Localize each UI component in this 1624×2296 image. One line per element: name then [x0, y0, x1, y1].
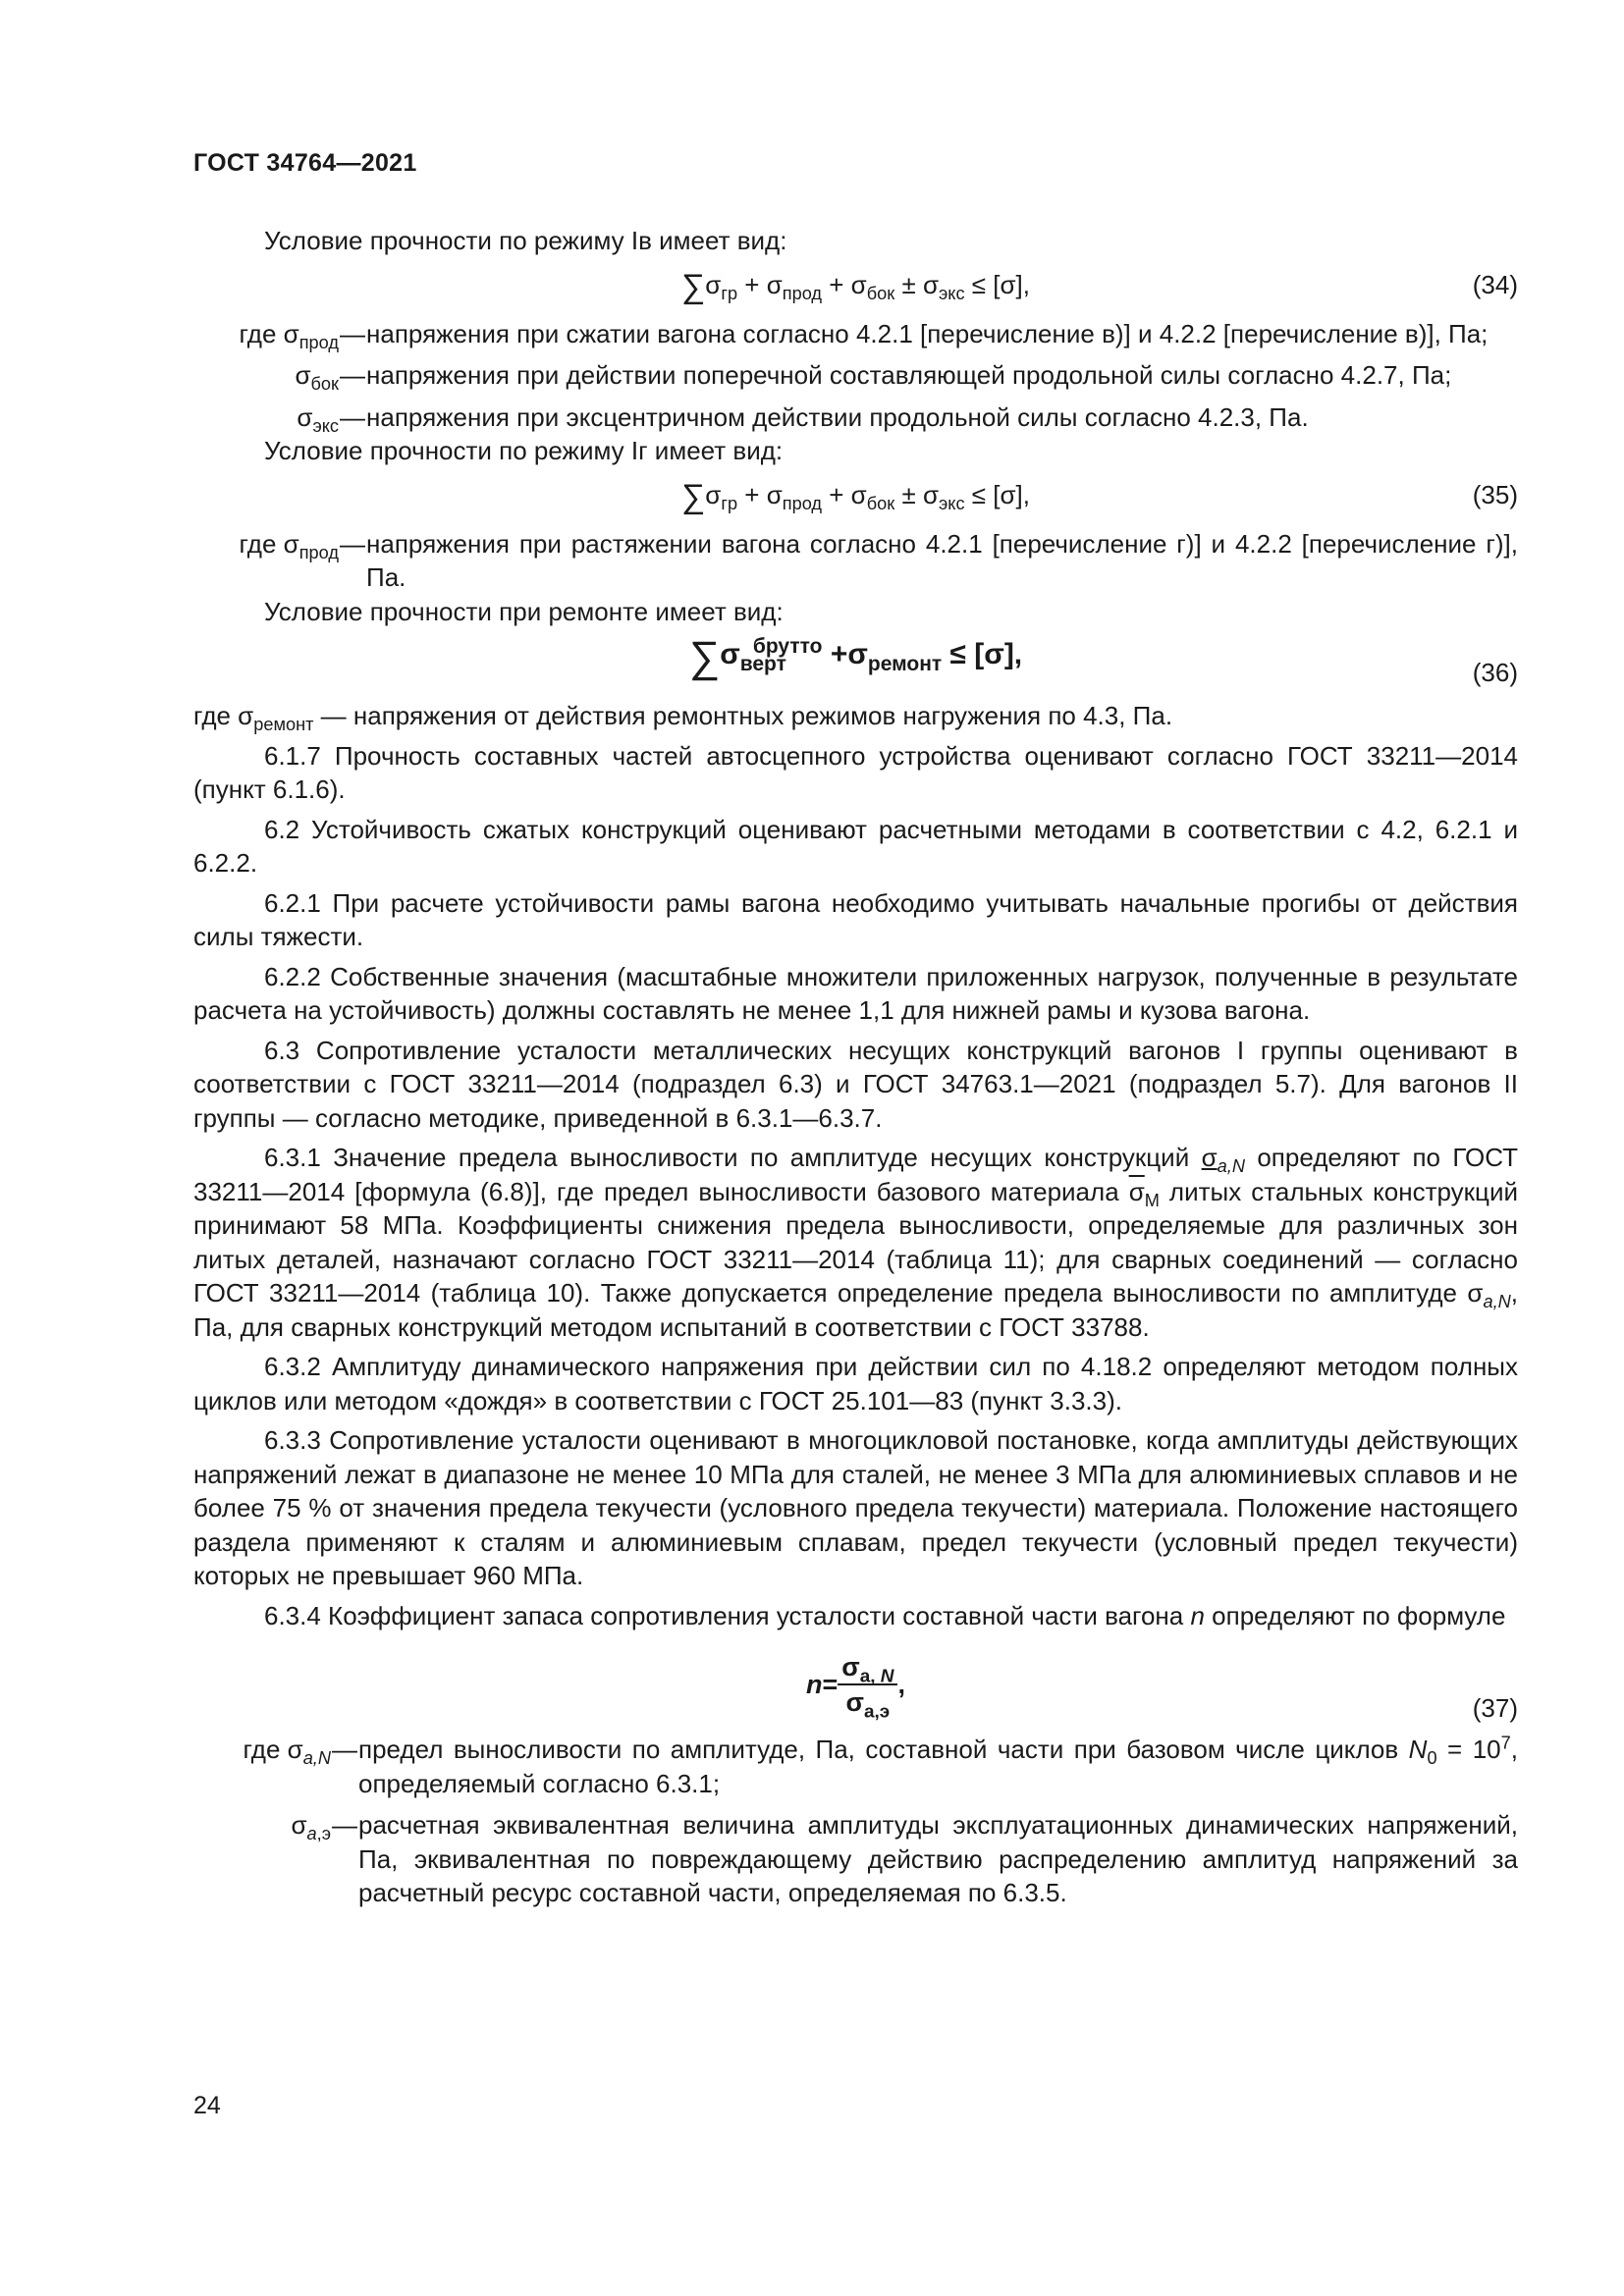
where-definition: предел выносливости по амплитуде, Па, составной части при базовом числе циклов $N_0 = 10^7$, определяемый согласно 6.3.1; — [358, 1733, 1518, 1798]
where-definition: напряжения от действия ремонтных режимов нагружения по 4.3, Па. — [352, 701, 1173, 730]
equation-37 — [193, 1636, 1518, 1727]
dash: — — [332, 1810, 357, 1840]
page-number: 24 — [193, 2092, 221, 2119]
clause-6-1-7: 6.1.7 Прочность составных частей автосцепного устройства оценивают согласно ГОСТ 33211—2014 (пункт 6.1.6). — [193, 740, 1518, 804]
document-header: ГОСТ 34764—2021 — [193, 149, 417, 177]
where-row — [193, 1733, 1518, 1800]
clause-6-3: 6.3 Сопротивление усталости металлических несущих конструкций вагонов I группы оценивают в соответствии с ГОСТ 33211—2014 (подраздел 6.3) и ГОСТ 34763.1—2021 (подраздел 5.7). Для вагонов II группы — согласно методике, приведенной в 6.3.1—6.3.7. — [193, 1035, 1518, 1133]
clause-6-2-1: 6.2.1 При расчете устойчивости рамы вагона необходимо учитывать начальные прогибы от действия силы тяжести. — [193, 887, 1518, 951]
formula-35: $\sum\sigma_{гр} + \sigma_{прод} + \sigma_{бок} \pm \sigma_{экс} \le [\sigma]$, — [681, 477, 1030, 515]
where-definition: напряжения при эксцентричном действии продольной силы согласно 4.2.3, Па. — [366, 401, 1309, 432]
formula-34: $\sum\sigma_{гр} + \sigma_{прод} + \sigma_{бок} \pm \sigma_{экс} \le [\sigma]$, — [681, 267, 1030, 305]
where-symbol: $\sigma_{a,э}$ — [291, 1810, 331, 1844]
where-symbol: где $\sigma_{прод}$ — [239, 528, 339, 562]
clause-6-3-1: 6.3.1 Значение предела выносливости по амплитуде несущих конструкций $\sigma_{a,N}$ определяют по ГОСТ 33211—2014 [формула (6.8)], где предел выносливости базового материала $\overline{\sigma}_М$ литых стальных конструкций принимают 58 МПа. Коэффициенты снижения предела выносливости, определяемые для различных зон литых деталей, назначают согласно ГОСТ 33211—2014 (таблица 11); для сварных соединений — согласно ГОСТ 33211—2014 (таблица 10). Также допускается определение предела выносливости по амплитуде $\sigma_{a,N}$, Па, для сварных конструкций методом испытаний в соответствии с ГОСТ 33788. — [193, 1143, 1519, 1342]
formula-36: $\sum\sigma_{верт}^{брутто} +\sigma_{ремонт} \le [\sigma]$, — [688, 633, 1023, 681]
dash: — — [340, 318, 365, 348]
equation-number-34: (34) — [1472, 269, 1518, 299]
where-row — [193, 1808, 1518, 1910]
clause-6-2: 6.2 Устойчивость сжатых конструкций оценивают расчетными методами в соответствии с 4.2, 6.2.1 и 6.2.2. — [193, 814, 1518, 878]
where-definition: напряжения при растяжении вагона согласно 4.2.1 [перечисление г)] и 4.2.2 [перечисление г)], Па. — [366, 528, 1518, 592]
where-symbol: $\sigma_{бок}$ — [295, 360, 339, 395]
paragraph-repair: Условие прочности при ремонте имеет вид: — [264, 596, 784, 626]
dash: — — [340, 528, 365, 559]
where-repair: где $\sigma_{ремонт}$ — напряжения от действия ремонтных режимов нагружения по 4.3, Па. — [193, 701, 1173, 735]
where-row — [193, 358, 1518, 393]
equation-number-36: (36) — [1472, 658, 1518, 687]
where-symbol: $\sigma_{экс}$ — [297, 401, 339, 436]
clause-6-3-2: 6.3.2 Амплитуду динамического напряжения при действии сил по 4.18.2 определяют методом полных циклов или методом «дождя» в соответствии с ГОСТ 25.101—83 (пункт 3.3.3). — [193, 1352, 1518, 1415]
fraction-37: $\frac{\sigma_{a, N}}{\sigma_{a,э}}$ — [838, 1650, 897, 1719]
equation-35 — [193, 472, 1518, 521]
where-definition: напряжения при действии поперечной составляющей продольной силы согласно 4.2.7, Па; — [366, 360, 1452, 390]
equation-36 — [193, 632, 1518, 693]
paragraph-mode-ig: Условие прочности по режиму Iг имеет вид: — [264, 436, 784, 465]
dash: — — [340, 360, 365, 390]
clause-6-3-4: 6.3.4 Коэффициент запаса сопротивления усталости составной части вагона n определяют по формуле — [264, 1600, 1506, 1630]
where-definition: расчетная эквивалентная величина амплитуды эксплуатационных динамических напряжений, Па, эквивалентная по повреждающему действию распределению амплитуд напряжений за расчетный ресурс составной части, определяемая по 6.3.5. — [358, 1810, 1518, 1907]
equation-number-37: (37) — [1472, 1693, 1518, 1723]
where-row — [193, 527, 1518, 595]
clause-6-3-3: 6.3.3 Сопротивление усталости оценивают в многоцикловой постановке, когда амплитуды действующих напряжений лежат в диапазоне не менее 10 МПа для сталей, не менее 3 МПа для алюминиевых сплавов и не более 75 % от значения предела текучести (условного предела текучести) материала. Положение настоящего раздела применяют к сталям и алюминиевым сплавам, предел текучести (условный предел текучести) которых не превышает 960 МПа. — [193, 1425, 1518, 1590]
dash: — — [332, 1735, 357, 1764]
paragraph-mode-ib: Условие прочности по режиму Iв имеет вид: — [264, 226, 787, 255]
where-row — [193, 317, 1518, 351]
formula-37: n= $\frac{\sigma_{a, N}}{\sigma_{a,э}}$ , — [806, 1652, 905, 1723]
equation-34 — [193, 262, 1518, 311]
where-symbol: где $\sigma_{a,N}$ — [243, 1735, 331, 1769]
equation-number-35: (35) — [1472, 479, 1518, 509]
where-row — [193, 400, 1518, 435]
dash: — — [340, 401, 365, 432]
where-symbol: где $\sigma_{прод}$ — [239, 318, 339, 352]
where-definition: напряжения при сжатии вагона согласно 4.2.1 [перечисление в)] и 4.2.2 [перечисление в)], Па; — [366, 318, 1489, 348]
page-content — [193, 224, 1518, 1910]
clause-6-2-2: 6.2.2 Собственные значения (масштабные множители приложенных нагрузок, полученные в результате расчета на устойчивость) должны составлять не менее 1,1 для нижней рамы и кузова вагона. — [193, 961, 1518, 1025]
